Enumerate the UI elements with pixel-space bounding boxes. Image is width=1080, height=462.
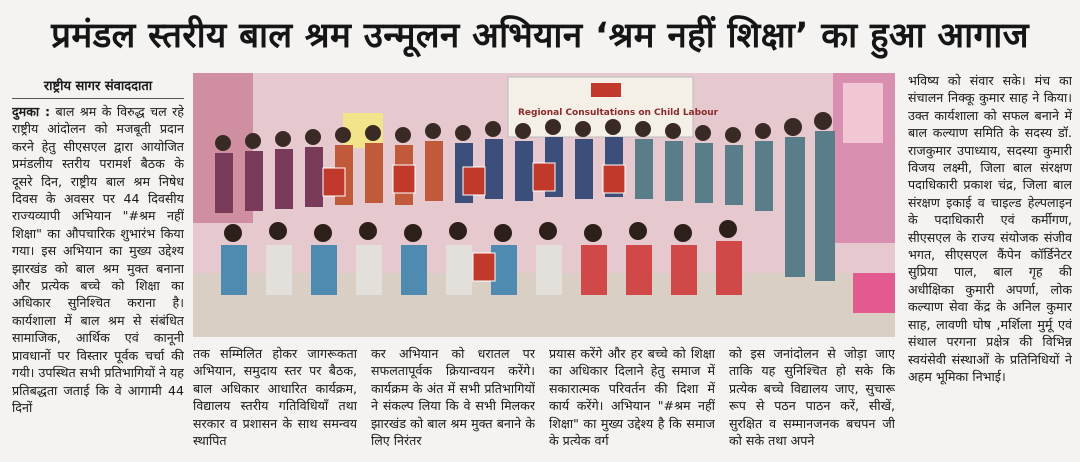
news-photo bbox=[193, 73, 895, 337]
column-5-text: को इस जनांदोलन से जोड़ा जाए ताकि यह सुनिश्चित हो सके कि प्रत्येक बच्चे विद्यालय जाए, सुचारू रूप से पठन पाठन करें, सीखें, सुरक्षित व सम्मानजनक बचपन जी को सके तथा अपने bbox=[729, 346, 895, 449]
article-column-3 bbox=[371, 345, 535, 458]
dateline: दुमका : bbox=[12, 104, 51, 119]
headline: प्रमंडल स्तरीय बाल श्रम उन्मूलन अभियान ‘श्रम नहीं शिक्षा’ का हुआ आगाज bbox=[51, 15, 1029, 56]
article-column-2 bbox=[193, 345, 357, 458]
column-3-text: कर अभियान को धरातल पर सफलतापूर्वक क्रियान्वयन करेंगे।कार्यक्रम के अंत में सभी प्रतिभागियों ने संकल्प लिया कि वे सभी मिलकर झारखंड को बाल श्रम मुक्त बनाने के लिए निरंतर bbox=[371, 346, 535, 449]
column-1-text: बाल श्रम के विरुद्ध चल रहे राष्ट्रीय आंदोलन को मजबूती प्रदान करने हेतु सीएसएल द्वारा आयोजित प्रमंडलीय स्तरीय परामर्श बैठक के दूसरे दिन, राष्ट्रीय बाल श्रम निषेध दिवस के अवसर पर 44 दिवसीय राज्यव्यापी अभियान "#श्रम नहीं शिक्षा" का औपचारिक शुभारंभ किया गया। इस अभियान का मुख्य उद्देश्य झारखंड को बाल श्रम मुक्त बनाना और प्रत्येक बच्चे को शिक्षा का अधिकार सुनिश्चित कराना है। कार्यशाला में बाल श्रम से संबंधित सामाजिक, आर्थिक एवं कानूनी प्रावधानों पर विस्तार पूर्वक चर्चा की गयी। उपस्थित सभी प्रतिभागियों ने यह प्रतिबद्धता जताई कि वे आगामी 44 दिनों bbox=[12, 104, 184, 415]
article-column-1 bbox=[12, 103, 184, 458]
banner-text: Regional Consultations on Child Labour bbox=[518, 108, 719, 118]
column-4-text: प्रयास करेंगे और हर बच्चे को शिक्षा का अधिकार दिलाने हेतु समाज में सकारात्मक परिवर्तन की दिशा में कार्य करेंगे। अभियान "#श्रम नहीं शिक्षा" का मुख्य उद्देश्य है कि समाज के प्रत्येक वर्ग bbox=[549, 346, 715, 449]
column-2-text: तक सम्मिलित होकर जागरूकता अभियान, समुदाय स्तर पर बैठक, बाल अधिकार आधारित कार्यक्रम, विद्यालय स्तरीय गतिविधियाँ तथा सरकार व प्रशासन के साथ समन्वय स्थापित bbox=[193, 346, 357, 449]
column-6-text: भविष्य को संवार सके। मंच का संचालन निक्कू कुमार साह ने किया। उक्त कार्यशाला को सफल बनाने में बाल कल्याण समिति के सदस्य डॉ. राजकुमार उपाध्याय, सदस्या कुमारी विजय लक्ष्मी, जिला बाल संरक्षण पदाधिकारी प्रकाश चंद्र, जिला बाल संरक्षण इकाई व चाइल्ड हेल्पलाइन के पदाधिकारी एवं कर्मीगण, सीएसएल के राज्य संयोजक संजीव भगत, सीएसएल कैंपेन कॉर्डिनेटर सुप्रिया पाल, बाल गृह की अधीक्षिका कुमारी अपर्णा, लोक कल्याण सेवा केंद्र के अनिल कुमार साह, लावणी घोष ,मर्शिला मुर्मू एवं संथाल परगना प्रक्षेत्र की विभिन्न स्वयंसेवी संस्थाओं के प्रतिनिधियों ने अहम भूमिका निभाई। bbox=[908, 73, 1072, 384]
article-column-5 bbox=[729, 345, 895, 458]
group-photo bbox=[193, 73, 895, 337]
article-column-4 bbox=[549, 345, 715, 458]
article-column-6 bbox=[908, 72, 1072, 458]
byline: राष्ट्रीय सागर संवाददाता bbox=[12, 76, 184, 99]
